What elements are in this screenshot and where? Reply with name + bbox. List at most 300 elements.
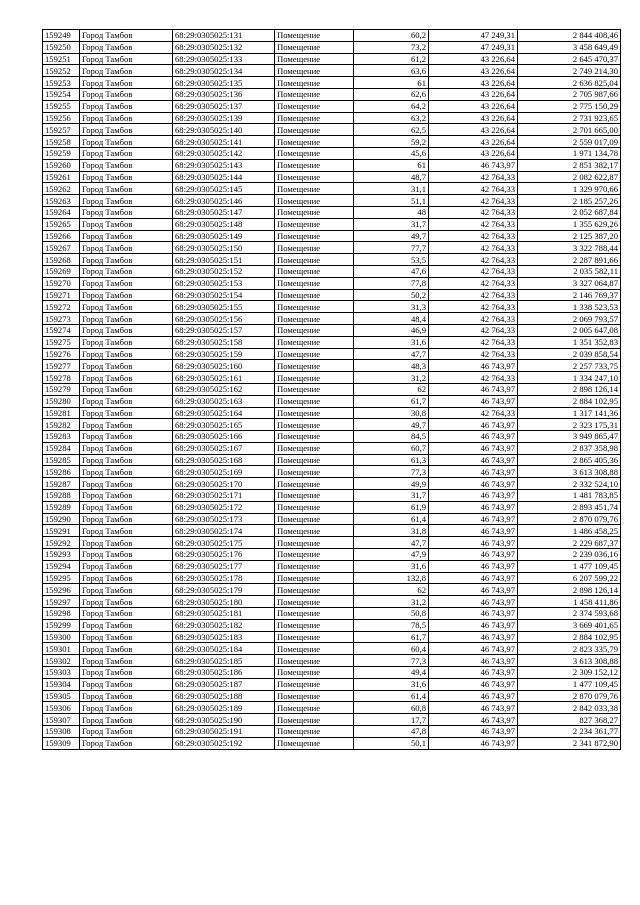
object-type-cell: Помещение [275,619,354,631]
cadastral-number-cell: 68:29:0305025:188 [173,690,275,702]
cadastral-number-cell: 68:29:0305025:186 [173,667,275,679]
cadastral-number-cell: 68:29:0305025:169 [173,466,275,478]
object-type-cell: Помещение [275,230,354,242]
object-type-cell: Помещение [275,690,354,702]
row-number: 159269 [43,265,80,277]
table-row [43,454,621,466]
row-number: 159282 [43,419,80,431]
area-cell: 77,7 [354,242,429,254]
unit-value-cell: 46 743,97 [429,537,518,549]
row-number: 159309 [43,737,80,749]
table-row [43,100,621,112]
object-type-cell: Помещение [275,372,354,384]
cadastral-number-cell: 68:29:0305025:182 [173,619,275,631]
object-type-cell: Помещение [275,313,354,325]
row-number: 159274 [43,324,80,336]
table-row [43,608,621,620]
city-cell: Город Тамбов [80,466,173,478]
cadastral-value-cell: 2 705 987,66 [518,88,621,100]
area-cell: 61,7 [354,631,429,643]
object-type-cell: Помещение [275,466,354,478]
object-type-cell: Помещение [275,501,354,513]
area-cell: 48,4 [354,313,429,325]
unit-value-cell: 46 743,97 [429,560,518,572]
table-row [43,230,621,242]
cadastral-value-cell: 2 898 126,14 [518,383,621,395]
row-number: 159279 [43,383,80,395]
row-number: 159308 [43,726,80,738]
table-row [43,265,621,277]
city-cell: Город Тамбов [80,65,173,77]
object-type-cell: Помещение [275,584,354,596]
area-cell: 60,2 [354,30,429,42]
area-cell: 60,4 [354,643,429,655]
area-cell: 61,2 [354,53,429,65]
area-cell: 61,7 [354,395,429,407]
cadastral-value-cell: 2 844 408,46 [518,30,621,42]
city-cell: Город Тамбов [80,655,173,667]
table-row [43,218,621,230]
cadastral-number-cell: 68:29:0305025:162 [173,383,275,395]
unit-value-cell: 46 743,97 [429,490,518,502]
cadastral-number-cell: 68:29:0305025:160 [173,360,275,372]
cadastral-value-cell: 2 005 647,08 [518,324,621,336]
table-row [43,277,621,289]
row-number: 159288 [43,490,80,502]
table-row [43,136,621,148]
unit-value-cell: 46 743,97 [429,572,518,584]
city-cell: Город Тамбов [80,572,173,584]
object-type-cell: Помещение [275,431,354,443]
cadastral-value-cell: 2 884 102,95 [518,631,621,643]
object-type-cell: Помещение [275,490,354,502]
row-number: 159303 [43,667,80,679]
unit-value-cell: 46 743,97 [429,501,518,513]
table-row [43,525,621,537]
object-type-cell: Помещение [275,655,354,667]
row-number: 159249 [43,30,80,42]
unit-value-cell: 46 743,97 [429,631,518,643]
row-number: 159252 [43,65,80,77]
cadastral-value-cell: 2 052 687,84 [518,206,621,218]
cadastral-number-cell: 68:29:0305025:178 [173,572,275,584]
table-row [43,513,621,525]
cadastral-value-cell: 3 949 865,47 [518,431,621,443]
object-type-cell: Помещение [275,737,354,749]
row-number: 159297 [43,596,80,608]
unit-value-cell: 42 764,33 [429,265,518,277]
city-cell: Город Тамбов [80,678,173,690]
area-cell: 31,7 [354,490,429,502]
table-row [43,195,621,207]
cadastral-number-cell: 68:29:0305025:185 [173,655,275,667]
cadastral-value-cell: 3 613 308,88 [518,466,621,478]
city-cell: Город Тамбов [80,360,173,372]
cadastral-number-cell: 68:29:0305025:159 [173,348,275,360]
cadastral-number-cell: 68:29:0305025:143 [173,159,275,171]
cadastral-number-cell: 68:29:0305025:168 [173,454,275,466]
table-row [43,159,621,171]
area-cell: 49,7 [354,419,429,431]
row-number: 159284 [43,442,80,454]
unit-value-cell: 46 743,97 [429,726,518,738]
cadastral-value-cell: 1 477 109,45 [518,678,621,690]
unit-value-cell: 46 743,97 [429,466,518,478]
cadastral-value-cell: 1 355 629,26 [518,218,621,230]
table-row [43,206,621,218]
row-number: 159298 [43,608,80,620]
area-cell: 48,3 [354,360,429,372]
city-cell: Город Тамбов [80,124,173,136]
table-row [43,254,621,266]
unit-value-cell: 46 743,97 [429,714,518,726]
area-cell: 49,7 [354,230,429,242]
table-row [43,183,621,195]
table-row [43,690,621,702]
cadastral-number-cell: 68:29:0305025:172 [173,501,275,513]
city-cell: Город Тамбов [80,147,173,159]
area-cell: 84,5 [354,431,429,443]
cadastral-number-cell: 68:29:0305025:173 [173,513,275,525]
table-row [43,667,621,679]
row-number: 159305 [43,690,80,702]
city-cell: Город Тамбов [80,301,173,313]
object-type-cell: Помещение [275,549,354,561]
object-type-cell: Помещение [275,53,354,65]
row-number: 159257 [43,124,80,136]
unit-value-cell: 42 764,33 [429,254,518,266]
row-number: 159264 [43,206,80,218]
table-row [43,324,621,336]
city-cell: Город Тамбов [80,218,173,230]
area-cell: 47,6 [354,265,429,277]
cadastral-number-cell: 68:29:0305025:134 [173,65,275,77]
cadastral-value-cell: 1 458 411,86 [518,596,621,608]
city-cell: Город Тамбов [80,88,173,100]
area-cell: 62 [354,383,429,395]
cadastral-value-cell: 3 327 064,87 [518,277,621,289]
row-number: 159278 [43,372,80,384]
unit-value-cell: 42 764,33 [429,324,518,336]
table-row [43,147,621,159]
object-type-cell: Помещение [275,65,354,77]
object-type-cell: Помещение [275,348,354,360]
unit-value-cell: 46 743,97 [429,619,518,631]
cadastral-number-cell: 68:29:0305025:190 [173,714,275,726]
table-row [43,466,621,478]
unit-value-cell: 46 743,97 [429,419,518,431]
cadastral-number-cell: 68:29:0305025:132 [173,41,275,53]
table-row [43,383,621,395]
row-number: 159295 [43,572,80,584]
unit-value-cell: 42 764,33 [429,242,518,254]
row-number: 159271 [43,289,80,301]
city-cell: Город Тамбов [80,490,173,502]
table-row [43,501,621,513]
city-cell: Город Тамбов [80,643,173,655]
cadastral-number-cell: 68:29:0305025:164 [173,407,275,419]
object-type-cell: Помещение [275,608,354,620]
table-row [43,702,621,714]
cadastral-value-cell: 3 322 788,44 [518,242,621,254]
area-cell: 51,1 [354,195,429,207]
object-type-cell: Помещение [275,678,354,690]
object-type-cell: Помещение [275,171,354,183]
row-number: 159304 [43,678,80,690]
row-number: 159281 [43,407,80,419]
unit-value-cell: 42 764,33 [429,195,518,207]
unit-value-cell: 46 743,97 [429,454,518,466]
cadastral-value-cell: 2 287 891,66 [518,254,621,266]
row-number: 159262 [43,183,80,195]
unit-value-cell: 43 226,64 [429,100,518,112]
area-cell: 46,9 [354,324,429,336]
table-row [43,360,621,372]
cadastral-value-cell: 2 775 150,29 [518,100,621,112]
object-type-cell: Помещение [275,572,354,584]
cadastral-number-cell: 68:29:0305025:192 [173,737,275,749]
cadastral-value-table [42,29,621,750]
table-row [43,348,621,360]
city-cell: Город Тамбов [80,419,173,431]
row-number: 159302 [43,655,80,667]
unit-value-cell: 42 764,33 [429,301,518,313]
cadastral-number-cell: 68:29:0305025:150 [173,242,275,254]
table-row [43,442,621,454]
cadastral-value-cell: 2 731 923,65 [518,112,621,124]
area-cell: 31,2 [354,372,429,384]
table-row [43,549,621,561]
object-type-cell: Помещение [275,478,354,490]
row-number: 159296 [43,584,80,596]
area-cell: 61,4 [354,690,429,702]
table-row [43,395,621,407]
city-cell: Город Тамбов [80,136,173,148]
cadastral-value-cell: 2 645 470,37 [518,53,621,65]
city-cell: Город Тамбов [80,383,173,395]
row-number: 159256 [43,112,80,124]
city-cell: Город Тамбов [80,726,173,738]
table-row [43,242,621,254]
object-type-cell: Помещение [275,195,354,207]
unit-value-cell: 42 764,33 [429,218,518,230]
cadastral-value-cell: 1 351 352,83 [518,336,621,348]
object-type-cell: Помещение [275,112,354,124]
cadastral-value-cell: 1 971 134,78 [518,147,621,159]
city-cell: Город Тамбов [80,395,173,407]
area-cell: 61 [354,77,429,89]
city-cell: Город Тамбов [80,608,173,620]
cadastral-value-cell: 1 329 970,66 [518,183,621,195]
row-number: 159277 [43,360,80,372]
area-cell: 31,3 [354,301,429,313]
table-row [43,655,621,667]
table-row [43,30,621,42]
cadastral-number-cell: 68:29:0305025:133 [173,53,275,65]
unit-value-cell: 46 743,97 [429,608,518,620]
cadastral-value-cell: 1 334 247,10 [518,372,621,384]
city-cell: Город Тамбов [80,277,173,289]
object-type-cell: Помещение [275,525,354,537]
table-row [43,336,621,348]
cadastral-value-cell: 827 368,27 [518,714,621,726]
cadastral-number-cell: 68:29:0305025:155 [173,301,275,313]
cadastral-value-cell: 3 613 308,88 [518,655,621,667]
area-cell: 63,6 [354,65,429,77]
unit-value-cell: 42 764,33 [429,206,518,218]
area-cell: 48 [354,206,429,218]
city-cell: Город Тамбов [80,171,173,183]
row-number: 159263 [43,195,80,207]
unit-value-cell: 46 743,97 [429,442,518,454]
city-cell: Город Тамбов [80,77,173,89]
unit-value-cell: 46 743,97 [429,702,518,714]
cadastral-number-cell: 68:29:0305025:149 [173,230,275,242]
cadastral-number-cell: 68:29:0305025:154 [173,289,275,301]
unit-value-cell: 42 764,33 [429,407,518,419]
unit-value-cell: 43 226,64 [429,112,518,124]
row-number: 159276 [43,348,80,360]
cadastral-number-cell: 68:29:0305025:136 [173,88,275,100]
unit-value-cell: 46 743,97 [429,159,518,171]
object-type-cell: Помещение [275,702,354,714]
area-cell: 47,7 [354,537,429,549]
cadastral-number-cell: 68:29:0305025:135 [173,77,275,89]
cadastral-value-cell: 2 035 582,11 [518,265,621,277]
object-type-cell: Помещение [275,88,354,100]
cadastral-value-cell: 2 893 451,74 [518,501,621,513]
city-cell: Город Тамбов [80,183,173,195]
row-number: 159301 [43,643,80,655]
city-cell: Город Тамбов [80,348,173,360]
cadastral-number-cell: 68:29:0305025:157 [173,324,275,336]
row-number: 159250 [43,41,80,53]
row-number: 159294 [43,560,80,572]
object-type-cell: Помещение [275,596,354,608]
object-type-cell: Помещение [275,206,354,218]
area-cell: 31,2 [354,596,429,608]
city-cell: Город Тамбов [80,513,173,525]
object-type-cell: Помещение [275,183,354,195]
unit-value-cell: 42 764,33 [429,372,518,384]
area-cell: 61,3 [354,454,429,466]
row-number: 159291 [43,525,80,537]
city-cell: Город Тамбов [80,631,173,643]
row-number: 159275 [43,336,80,348]
cadastral-number-cell: 68:29:0305025:175 [173,537,275,549]
cadastral-value-cell: 2 898 126,14 [518,584,621,596]
row-number: 159292 [43,537,80,549]
unit-value-cell: 43 226,64 [429,136,518,148]
document-page [42,29,620,750]
unit-value-cell: 43 226,64 [429,147,518,159]
cadastral-value-cell: 2 082 622,87 [518,171,621,183]
city-cell: Город Тамбов [80,690,173,702]
city-cell: Город Тамбов [80,265,173,277]
table-row [43,77,621,89]
cadastral-value-cell: 2 309 152,12 [518,667,621,679]
table-row [43,560,621,572]
unit-value-cell: 42 764,33 [429,336,518,348]
row-number: 159254 [43,88,80,100]
unit-value-cell: 46 743,97 [429,584,518,596]
unit-value-cell: 46 743,97 [429,596,518,608]
area-cell: 49,9 [354,478,429,490]
city-cell: Город Тамбов [80,112,173,124]
unit-value-cell: 46 743,97 [429,737,518,749]
table-row [43,65,621,77]
row-number: 159259 [43,147,80,159]
table-row [43,171,621,183]
city-cell: Город Тамбов [80,454,173,466]
unit-value-cell: 46 743,97 [429,549,518,561]
unit-value-cell: 43 226,64 [429,65,518,77]
cadastral-number-cell: 68:29:0305025:156 [173,313,275,325]
unit-value-cell: 46 743,97 [429,395,518,407]
city-cell: Город Тамбов [80,442,173,454]
cadastral-value-cell: 2 069 793,57 [518,313,621,325]
object-type-cell: Помещение [275,631,354,643]
object-type-cell: Помещение [275,218,354,230]
area-cell: 77,8 [354,277,429,289]
object-type-cell: Помещение [275,30,354,42]
cadastral-value-cell: 2 146 769,37 [518,289,621,301]
row-number: 159261 [43,171,80,183]
area-cell: 47,9 [354,549,429,561]
unit-value-cell: 46 743,97 [429,690,518,702]
city-cell: Город Тамбов [80,336,173,348]
object-type-cell: Помещение [275,277,354,289]
cadastral-number-cell: 68:29:0305025:153 [173,277,275,289]
cadastral-number-cell: 68:29:0305025:148 [173,218,275,230]
cadastral-number-cell: 68:29:0305025:139 [173,112,275,124]
city-cell: Город Тамбов [80,159,173,171]
cadastral-value-cell: 2 185 257,26 [518,195,621,207]
cadastral-number-cell: 68:29:0305025:145 [173,183,275,195]
row-number: 159253 [43,77,80,89]
object-type-cell: Помещение [275,407,354,419]
unit-value-cell: 46 743,97 [429,478,518,490]
city-cell: Город Тамбов [80,254,173,266]
object-type-cell: Помещение [275,136,354,148]
city-cell: Город Тамбов [80,737,173,749]
area-cell: 77,3 [354,655,429,667]
area-cell: 50,8 [354,608,429,620]
cadastral-number-cell: 68:29:0305025:187 [173,678,275,690]
area-cell: 61 [354,159,429,171]
city-cell: Город Тамбов [80,525,173,537]
table-row [43,478,621,490]
city-cell: Город Тамбов [80,667,173,679]
area-cell: 31,8 [354,525,429,537]
unit-value-cell: 46 743,97 [429,513,518,525]
row-number: 159255 [43,100,80,112]
cadastral-number-cell: 68:29:0305025:166 [173,431,275,443]
city-cell: Город Тамбов [80,41,173,53]
unit-value-cell: 46 743,97 [429,383,518,395]
cadastral-value-cell: 1 338 523,53 [518,301,621,313]
cadastral-number-cell: 68:29:0305025:140 [173,124,275,136]
cadastral-value-cell: 3 669 401,65 [518,619,621,631]
cadastral-value-cell: 2 837 358,98 [518,442,621,454]
area-cell: 132,8 [354,572,429,584]
object-type-cell: Помещение [275,41,354,53]
city-cell: Город Тамбов [80,619,173,631]
cadastral-number-cell: 68:29:0305025:191 [173,726,275,738]
cadastral-number-cell: 68:29:0305025:177 [173,560,275,572]
city-cell: Город Тамбов [80,195,173,207]
row-number: 159286 [43,466,80,478]
